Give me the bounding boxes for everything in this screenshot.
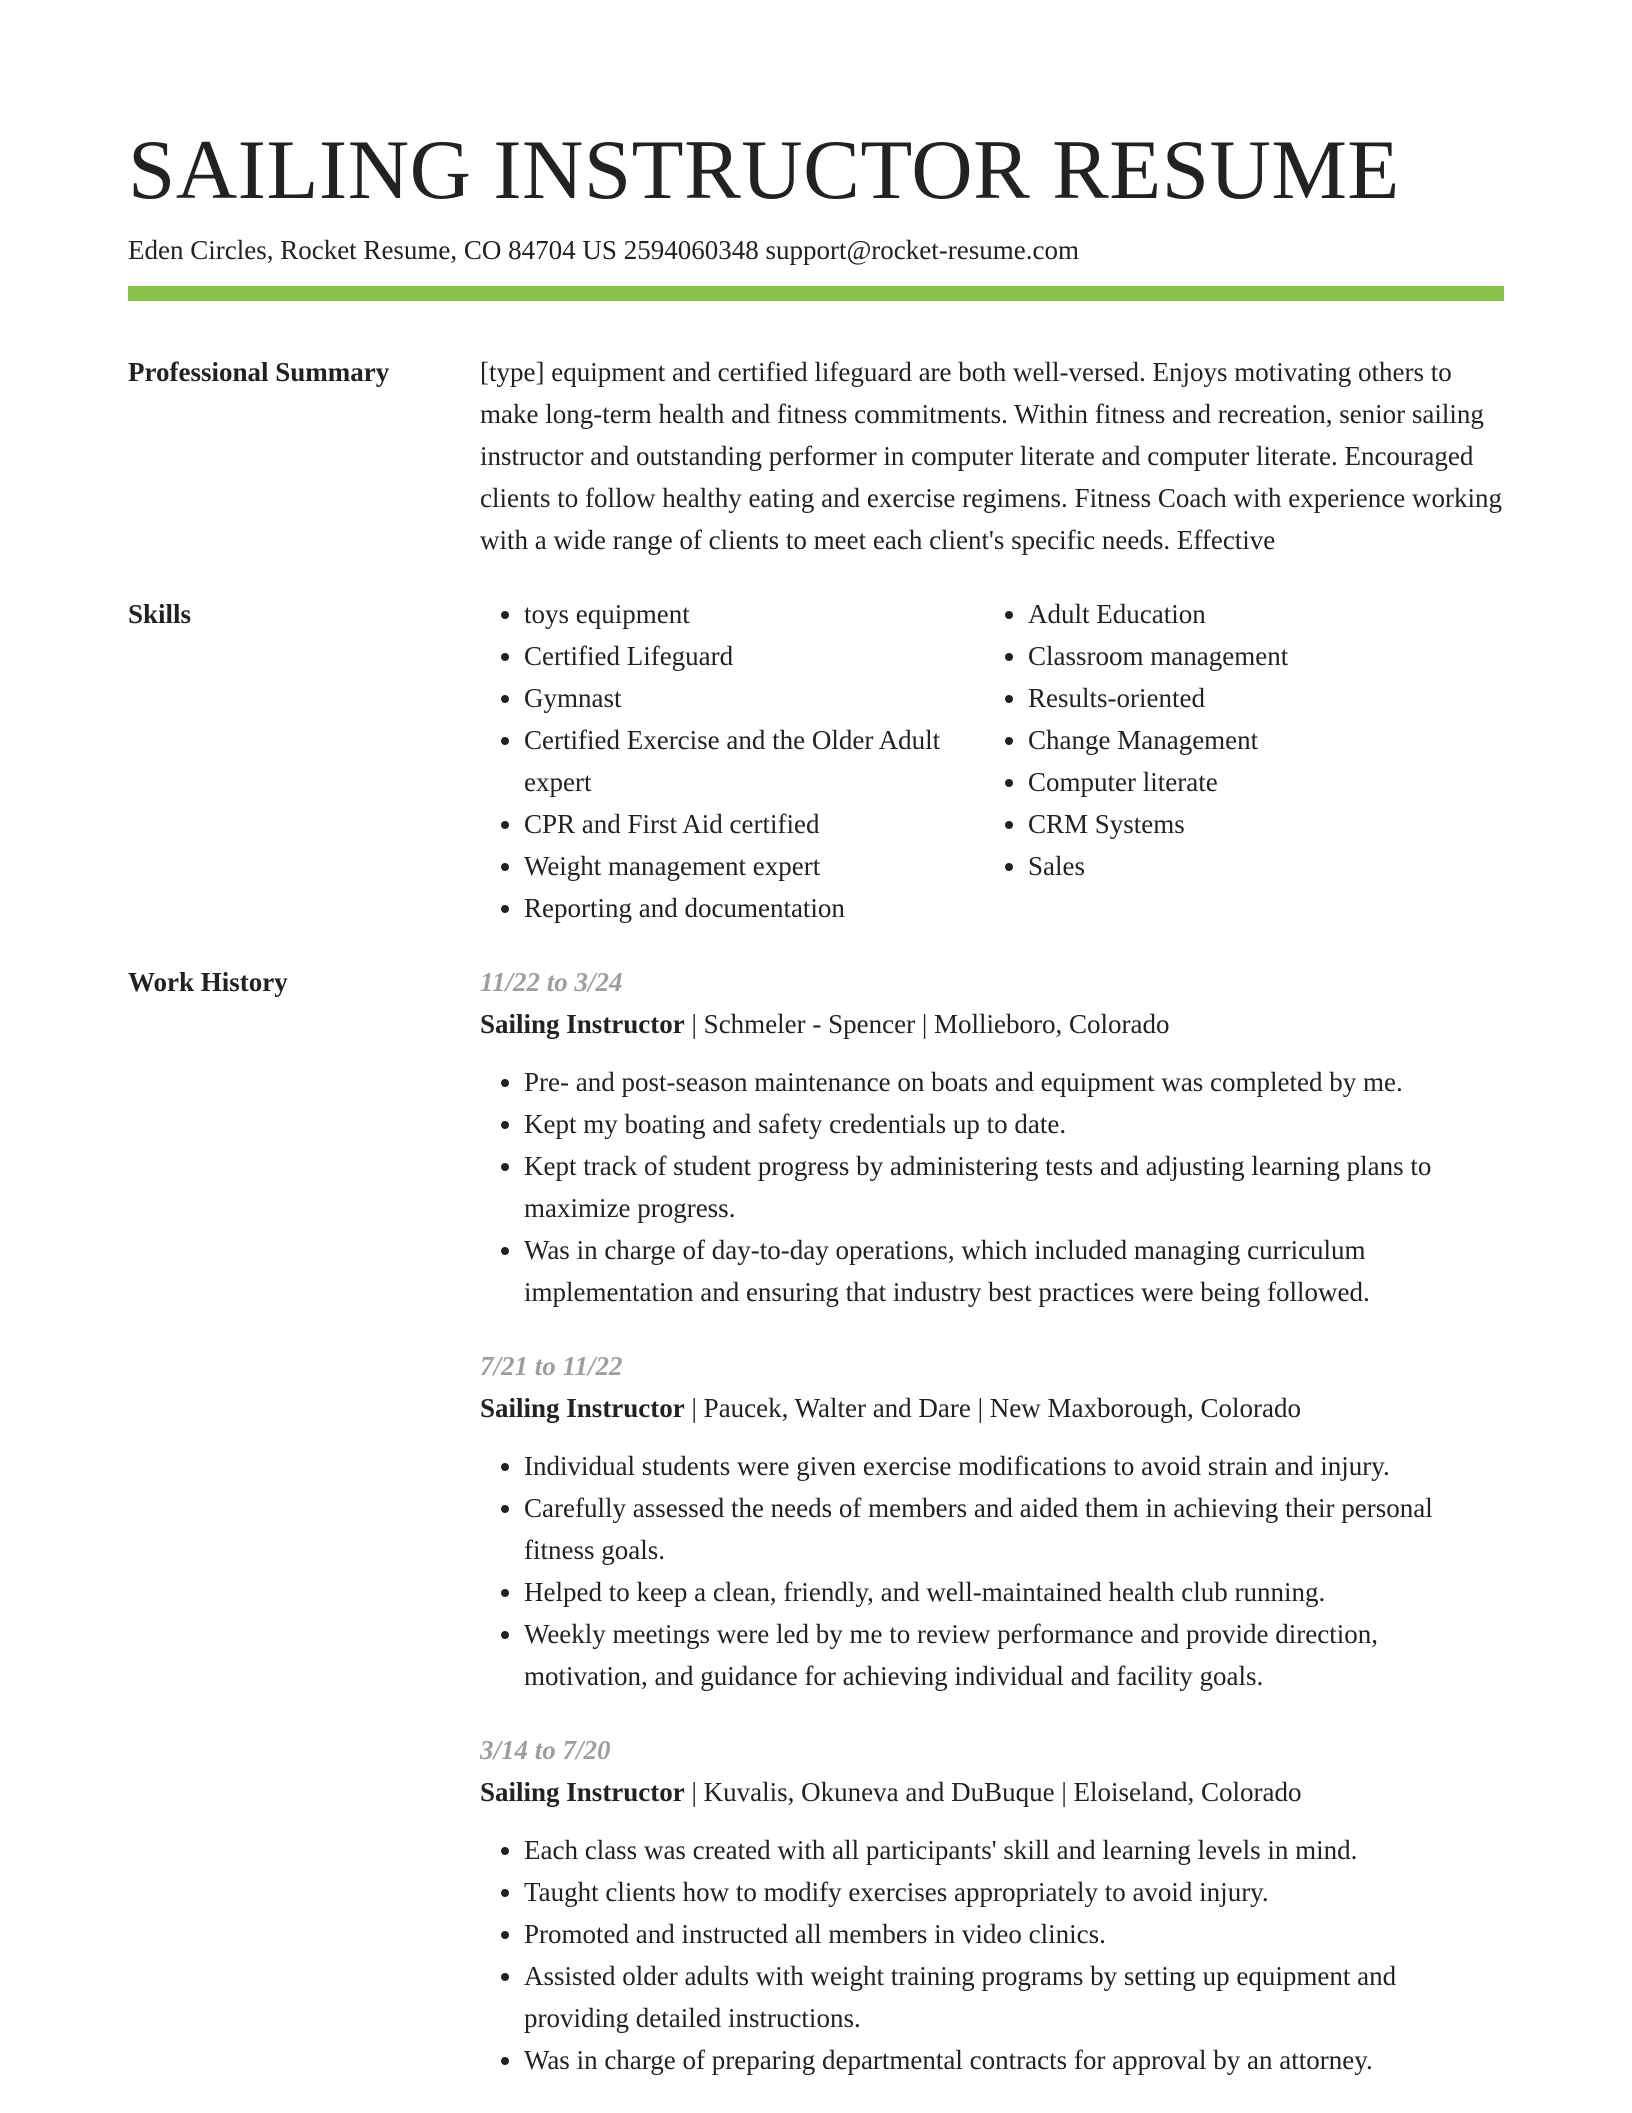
section-label-summary: Professional Summary <box>128 357 390 387</box>
job-duty: • Carefully assessed the needs of members and aided them in achieving their personal fitness goals. <box>524 1487 1504 1571</box>
skills-list-right <box>984 593 1488 929</box>
work-history-body <box>480 961 1504 2113</box>
skill-item: • Certified Exercise and the Older Adult expert <box>524 719 984 803</box>
job-duty: • Kept my boating and safety credentials up to date. <box>524 1103 1504 1145</box>
skill-item: • Gymnast <box>524 677 984 719</box>
skill-item: • CRM Systems <box>1028 803 1488 845</box>
work-history-section <box>128 961 1504 2113</box>
job-duties-list <box>480 1829 1504 2081</box>
job-heading <box>480 1771 1504 1813</box>
section-label-work-history: Work History <box>128 967 288 997</box>
job-employer-location: | Schmeler - Spencer | Mollieboro, Colorado <box>684 1009 1170 1039</box>
skill-item: • Adult Education <box>1028 593 1488 635</box>
job-duty: • Helped to keep a clean, friendly, and well-maintained health club running. <box>524 1571 1504 1613</box>
job-dates: 3/14 to 7/20 <box>480 1735 611 1765</box>
job-entry <box>480 1729 1504 2081</box>
skill-item: • Weight management expert <box>524 845 984 887</box>
resume-title: SAILING INSTRUCTOR RESUME <box>128 123 1400 217</box>
job-entry <box>480 1345 1504 1697</box>
skills-section <box>128 593 1504 929</box>
section-label-skills: Skills <box>128 599 192 629</box>
job-duty: • Each class was created with all participants' skill and learning levels in mind. <box>524 1829 1504 1871</box>
job-duty: • Individual students were given exercise modifications to avoid strain and injury. <box>524 1445 1504 1487</box>
job-title: Sailing Instructor <box>480 1009 685 1039</box>
skill-item: • CPR and First Aid certified <box>524 803 984 845</box>
job-employer-location: | Kuvalis, Okuneva and DuBuque | Eloiseland, Colorado <box>684 1777 1302 1807</box>
skills-grid <box>480 593 1504 929</box>
accent-divider <box>128 286 1504 301</box>
job-duties-list <box>480 1061 1504 1313</box>
skill-item: • Classroom management <box>1028 635 1488 677</box>
job-duty: • Weekly meetings were led by me to review performance and provide direction, motivation, and guidance for achieving individual and facility goals. <box>524 1613 1504 1697</box>
job-duty: • Kept track of student progress by administering tests and adjusting learning plans to maximize progress. <box>524 1145 1504 1229</box>
job-heading <box>480 1003 1504 1045</box>
job-duty: • Pre- and post-season maintenance on boats and equipment was completed by me. <box>524 1061 1504 1103</box>
skill-item: • Change Management <box>1028 719 1488 761</box>
skill-item: • toys equipment <box>524 593 984 635</box>
skill-item: • Certified Lifeguard <box>524 635 984 677</box>
job-duty: • Was in charge of preparing departmental contracts for approval by an attorney. <box>524 2039 1504 2081</box>
job-duties-list <box>480 1445 1504 1697</box>
job-duty: • Promoted and instructed all members in video clinics. <box>524 1913 1504 1955</box>
job-dates: 11/22 to 3/24 <box>480 967 623 997</box>
job-duty: • Taught clients how to modify exercises appropriately to avoid injury. <box>524 1871 1504 1913</box>
job-heading <box>480 1387 1504 1429</box>
contact-line: Eden Circles, Rocket Resume, CO 84704 US 2594060348 support@rocket-resume.com <box>128 235 1079 265</box>
skills-list-left <box>480 593 984 929</box>
job-duty: • Assisted older adults with weight training programs by setting up equipment and providing detailed instructions. <box>524 1955 1504 2039</box>
skill-item: • Computer literate <box>1028 761 1488 803</box>
job-employer-location: | Paucek, Walter and Dare | New Maxborough, Colorado <box>684 1393 1301 1423</box>
job-entry <box>480 961 1504 1313</box>
job-title: Sailing Instructor <box>480 1777 685 1807</box>
professional-summary-section <box>128 351 1504 561</box>
job-dates: 7/21 to 11/22 <box>480 1351 623 1381</box>
skill-item: • Reporting and documentation <box>524 887 984 929</box>
skill-item: • Results-oriented <box>1028 677 1488 719</box>
job-title: Sailing Instructor <box>480 1393 685 1423</box>
skill-item: • Sales <box>1028 845 1488 887</box>
job-duty: • Was in charge of day-to-day operations, which included managing curriculum implementation and ensuring that industry best practices were being followed. <box>524 1229 1504 1313</box>
summary-text: [type] equipment and certified lifeguard are both well-versed. Enjoys motivating others to make long-term health and fitness commitments. Within fitness and recreation, senior sailing instructor and outstanding performer in computer literate and computer literate. Encouraged clients to follow healthy eating and exercise regimens. Fitness Coach with experience working with a wide range of clients to meet each client's specific needs. Effective <box>480 357 1502 555</box>
resume-page <box>128 120 1504 2113</box>
